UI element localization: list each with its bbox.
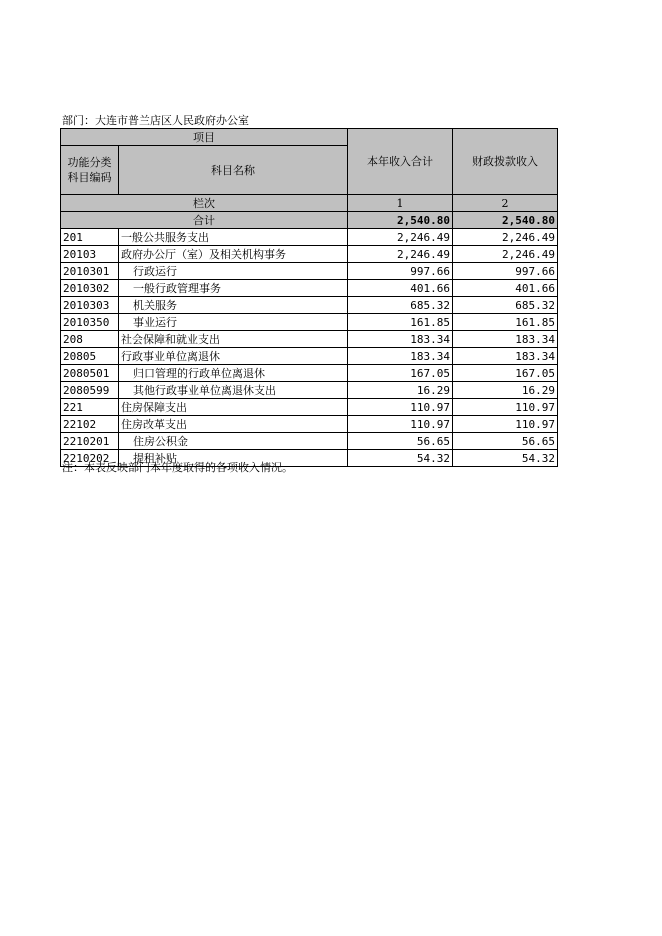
row-col1: 161.85 bbox=[348, 314, 453, 331]
row-col2: 183.34 bbox=[453, 331, 558, 348]
row-col2: 161.85 bbox=[453, 314, 558, 331]
row-name: 住房公积金 bbox=[119, 433, 348, 450]
row-col2: 997.66 bbox=[453, 263, 558, 280]
row-col1: 56.65 bbox=[348, 433, 453, 450]
header-col2: 财政拨款收入 bbox=[453, 129, 558, 195]
header-code-col bbox=[61, 146, 119, 195]
row-code: 2080599 bbox=[61, 382, 119, 399]
row-code: 2010302 bbox=[61, 280, 119, 297]
row-col2: 401.66 bbox=[453, 280, 558, 297]
row-name: 提租补贴 bbox=[119, 450, 348, 467]
row-code: 2010350 bbox=[61, 314, 119, 331]
row-code: 201 bbox=[61, 229, 119, 246]
total-label: 合计 bbox=[61, 212, 348, 229]
row-col2: 16.29 bbox=[453, 382, 558, 399]
row-code: 221 bbox=[61, 399, 119, 416]
row-col1: 167.05 bbox=[348, 365, 453, 382]
table-row bbox=[61, 348, 558, 365]
row-code: 2080501 bbox=[61, 365, 119, 382]
index-col2: 2 bbox=[453, 195, 558, 212]
table-row bbox=[61, 314, 558, 331]
row-code: 2210201 bbox=[61, 433, 119, 450]
table-row bbox=[61, 331, 558, 348]
row-col1: 54.32 bbox=[348, 450, 453, 467]
row-name: 社会保障和就业支出 bbox=[119, 331, 348, 348]
table-row bbox=[61, 297, 558, 314]
row-name: 事业运行 bbox=[119, 314, 348, 331]
header-code-col-line2: 科目编码 bbox=[67, 171, 112, 184]
row-name: 一般公共服务支出 bbox=[119, 229, 348, 246]
row-col2: 685.32 bbox=[453, 297, 558, 314]
table-row bbox=[61, 433, 558, 450]
row-code: 20805 bbox=[61, 348, 119, 365]
row-col1: 685.32 bbox=[348, 297, 453, 314]
header-group: 项目 bbox=[61, 129, 348, 146]
row-col1: 401.66 bbox=[348, 280, 453, 297]
index-label: 栏次 bbox=[61, 195, 348, 212]
header-col1: 本年收入合计 bbox=[348, 129, 453, 195]
row-col1: 2,246.49 bbox=[348, 229, 453, 246]
total-col2: 2,540.80 bbox=[453, 212, 558, 229]
row-col2: 110.97 bbox=[453, 416, 558, 433]
row-col2: 2,246.49 bbox=[453, 246, 558, 263]
row-col2: 167.05 bbox=[453, 365, 558, 382]
header-row-group bbox=[61, 129, 558, 146]
row-code: 2010303 bbox=[61, 297, 119, 314]
row-col2: 2,246.49 bbox=[453, 229, 558, 246]
row-name: 归口管理的行政单位离退休 bbox=[119, 365, 348, 382]
department-label: 部门：大连市普兰店区人民政府办公室 bbox=[62, 114, 249, 127]
table-row bbox=[61, 280, 558, 297]
table-row bbox=[61, 416, 558, 433]
header-name-col: 科目名称 bbox=[119, 146, 348, 195]
row-name: 其他行政事业单位离退休支出 bbox=[119, 382, 348, 399]
row-name: 住房改革支出 bbox=[119, 416, 348, 433]
table-row bbox=[61, 229, 558, 246]
table-row bbox=[61, 263, 558, 280]
footnote: 注：本表反映部门本年度取得的各项收入情况。 bbox=[62, 461, 293, 474]
row-col2: 110.97 bbox=[453, 399, 558, 416]
row-name: 一般行政管理事务 bbox=[119, 280, 348, 297]
row-name: 机关服务 bbox=[119, 297, 348, 314]
row-col1: 110.97 bbox=[348, 416, 453, 433]
row-code: 208 bbox=[61, 331, 119, 348]
table-row bbox=[61, 382, 558, 399]
index-col1: 1 bbox=[348, 195, 453, 212]
row-code: 2010301 bbox=[61, 263, 119, 280]
row-code: 22102 bbox=[61, 416, 119, 433]
total-col1: 2,540.80 bbox=[348, 212, 453, 229]
total-row bbox=[61, 212, 558, 229]
row-col1: 997.66 bbox=[348, 263, 453, 280]
row-name: 行政运行 bbox=[119, 263, 348, 280]
row-col1: 2,246.49 bbox=[348, 246, 453, 263]
row-col2: 54.32 bbox=[453, 450, 558, 467]
row-name: 政府办公厅（室）及相关机构事务 bbox=[119, 246, 348, 263]
row-col1: 110.97 bbox=[348, 399, 453, 416]
row-col1: 16.29 bbox=[348, 382, 453, 399]
index-row bbox=[61, 195, 558, 212]
income-table bbox=[60, 128, 558, 467]
table-row bbox=[61, 399, 558, 416]
row-name: 行政事业单位离退休 bbox=[119, 348, 348, 365]
row-col2: 183.34 bbox=[453, 348, 558, 365]
row-col2: 56.65 bbox=[453, 433, 558, 450]
row-code: 20103 bbox=[61, 246, 119, 263]
header-code-col-line1: 功能分类 bbox=[67, 156, 112, 169]
table-row bbox=[61, 365, 558, 382]
row-col1: 183.34 bbox=[348, 331, 453, 348]
row-code: 2210202 bbox=[61, 450, 119, 467]
row-col1: 183.34 bbox=[348, 348, 453, 365]
table-row bbox=[61, 246, 558, 263]
row-name: 住房保障支出 bbox=[119, 399, 348, 416]
